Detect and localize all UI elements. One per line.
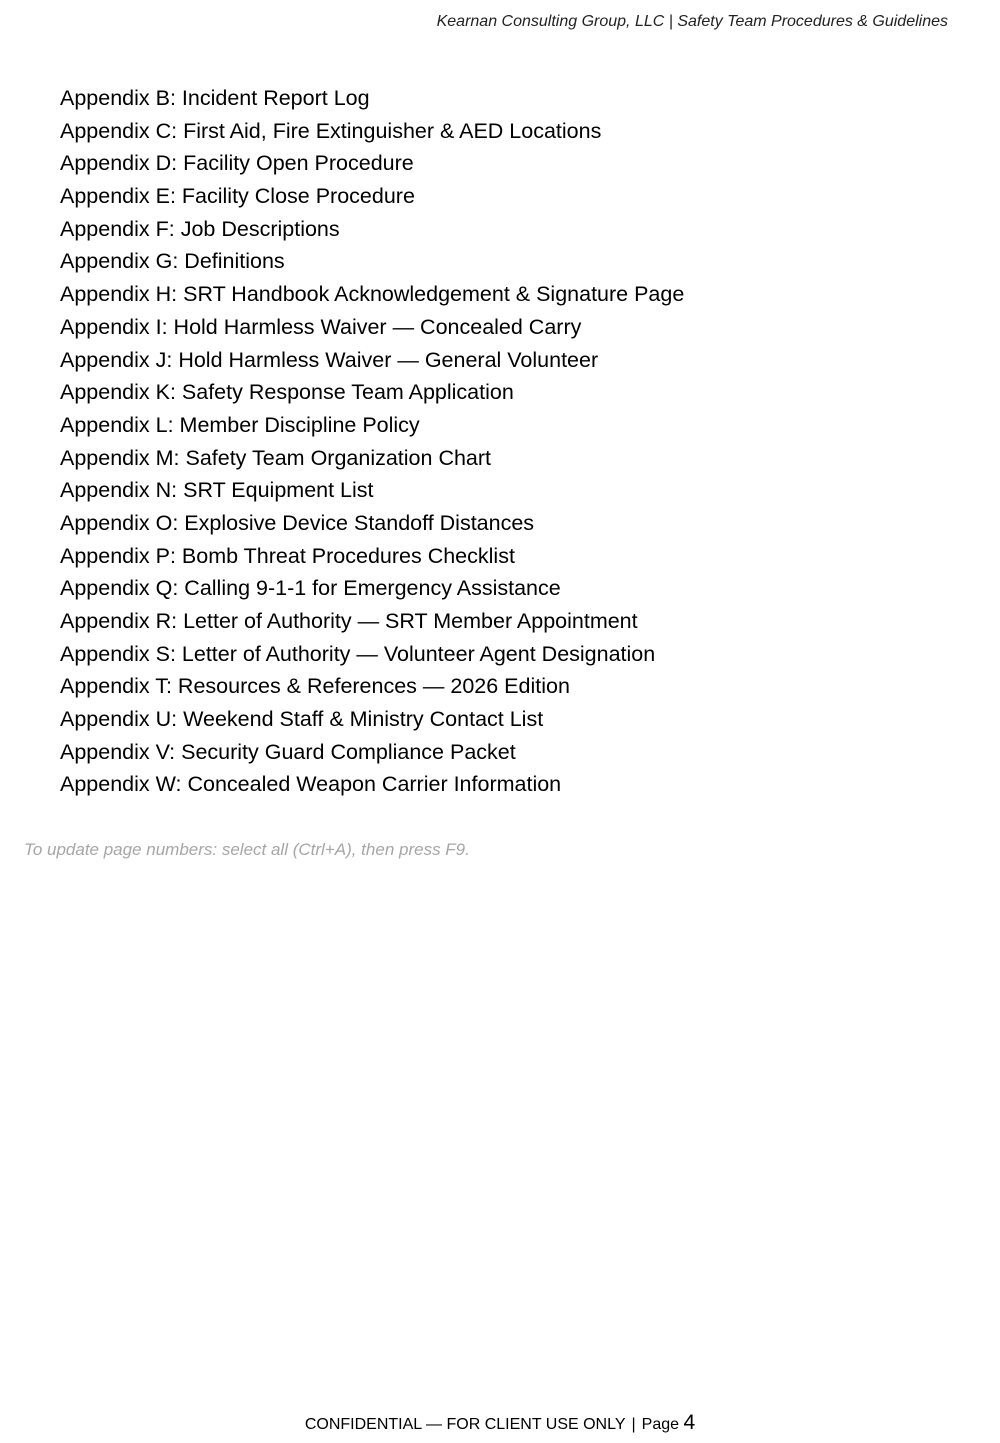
page-footer [0,1411,1000,1435]
toc-entry: Appendix F: Job Descriptions [60,216,340,241]
toc-entry: Appendix G: Definitions [60,249,285,274]
toc-entry: Appendix S: Letter of Authority — Volunteer Agent Designation [60,641,656,666]
toc-entry: Appendix U: Weekend Staff & Ministry Contact List [60,707,544,732]
toc-entry: Appendix I: Hold Harmless Waiver — Concealed Carry [60,314,582,339]
toc-entry: Appendix D: Facility Open Procedure [60,151,414,176]
page-label: Page [641,1416,680,1433]
toc-entry: Appendix H: SRT Handbook Acknowledgement & Signature Page [60,282,685,307]
toc-entry: Appendix R: Letter of Authority — SRT Member Appointment [60,609,638,633]
confidential-notice: CONFIDENTIAL — FOR CLIENT USE ONLY [304,1416,626,1433]
toc-entry: Appendix M: Safety Team Organization Chart [60,445,492,470]
footer-separator: | [631,1416,636,1433]
toc-entry: Appendix Q: Calling 9-1-1 for Emergency Assistance [60,576,561,601]
toc-entry: Appendix K: Safety Response Team Application [60,380,514,405]
toc-entry: Appendix P: Bomb Threat Procedures Checklist [60,543,515,568]
toc-entry: Appendix E: Facility Close Procedure [60,184,415,209]
toc-entry: Appendix C: First Aid, Fire Extinguisher & AED Locations [60,118,602,143]
page-header: Kearnan Consulting Group, LLC | Safety Team Procedures & Guidelines [436,13,948,30]
page-number: 4 [683,1411,696,1434]
toc-entry: Appendix O: Explosive Device Standoff Distances [60,510,535,535]
toc-entry: Appendix T: Resources & References — 2026 Edition [60,674,570,699]
appendix-list [60,82,684,801]
toc-entry: Appendix W: Concealed Weapon Carrier Information [60,772,562,797]
toc-entry: Appendix L: Member Discipline Policy [60,412,420,437]
update-page-numbers-note: To update page numbers: select all (Ctrl+A), then press F9. [24,840,470,859]
toc-entry: Appendix J: Hold Harmless Waiver — General Volunteer [60,347,599,372]
toc-entry: Appendix B: Incident Report Log [60,86,370,110]
toc-entry: Appendix V: Security Guard Compliance Packet [60,739,516,764]
toc-entry: Appendix N: SRT Equipment List [60,478,374,503]
